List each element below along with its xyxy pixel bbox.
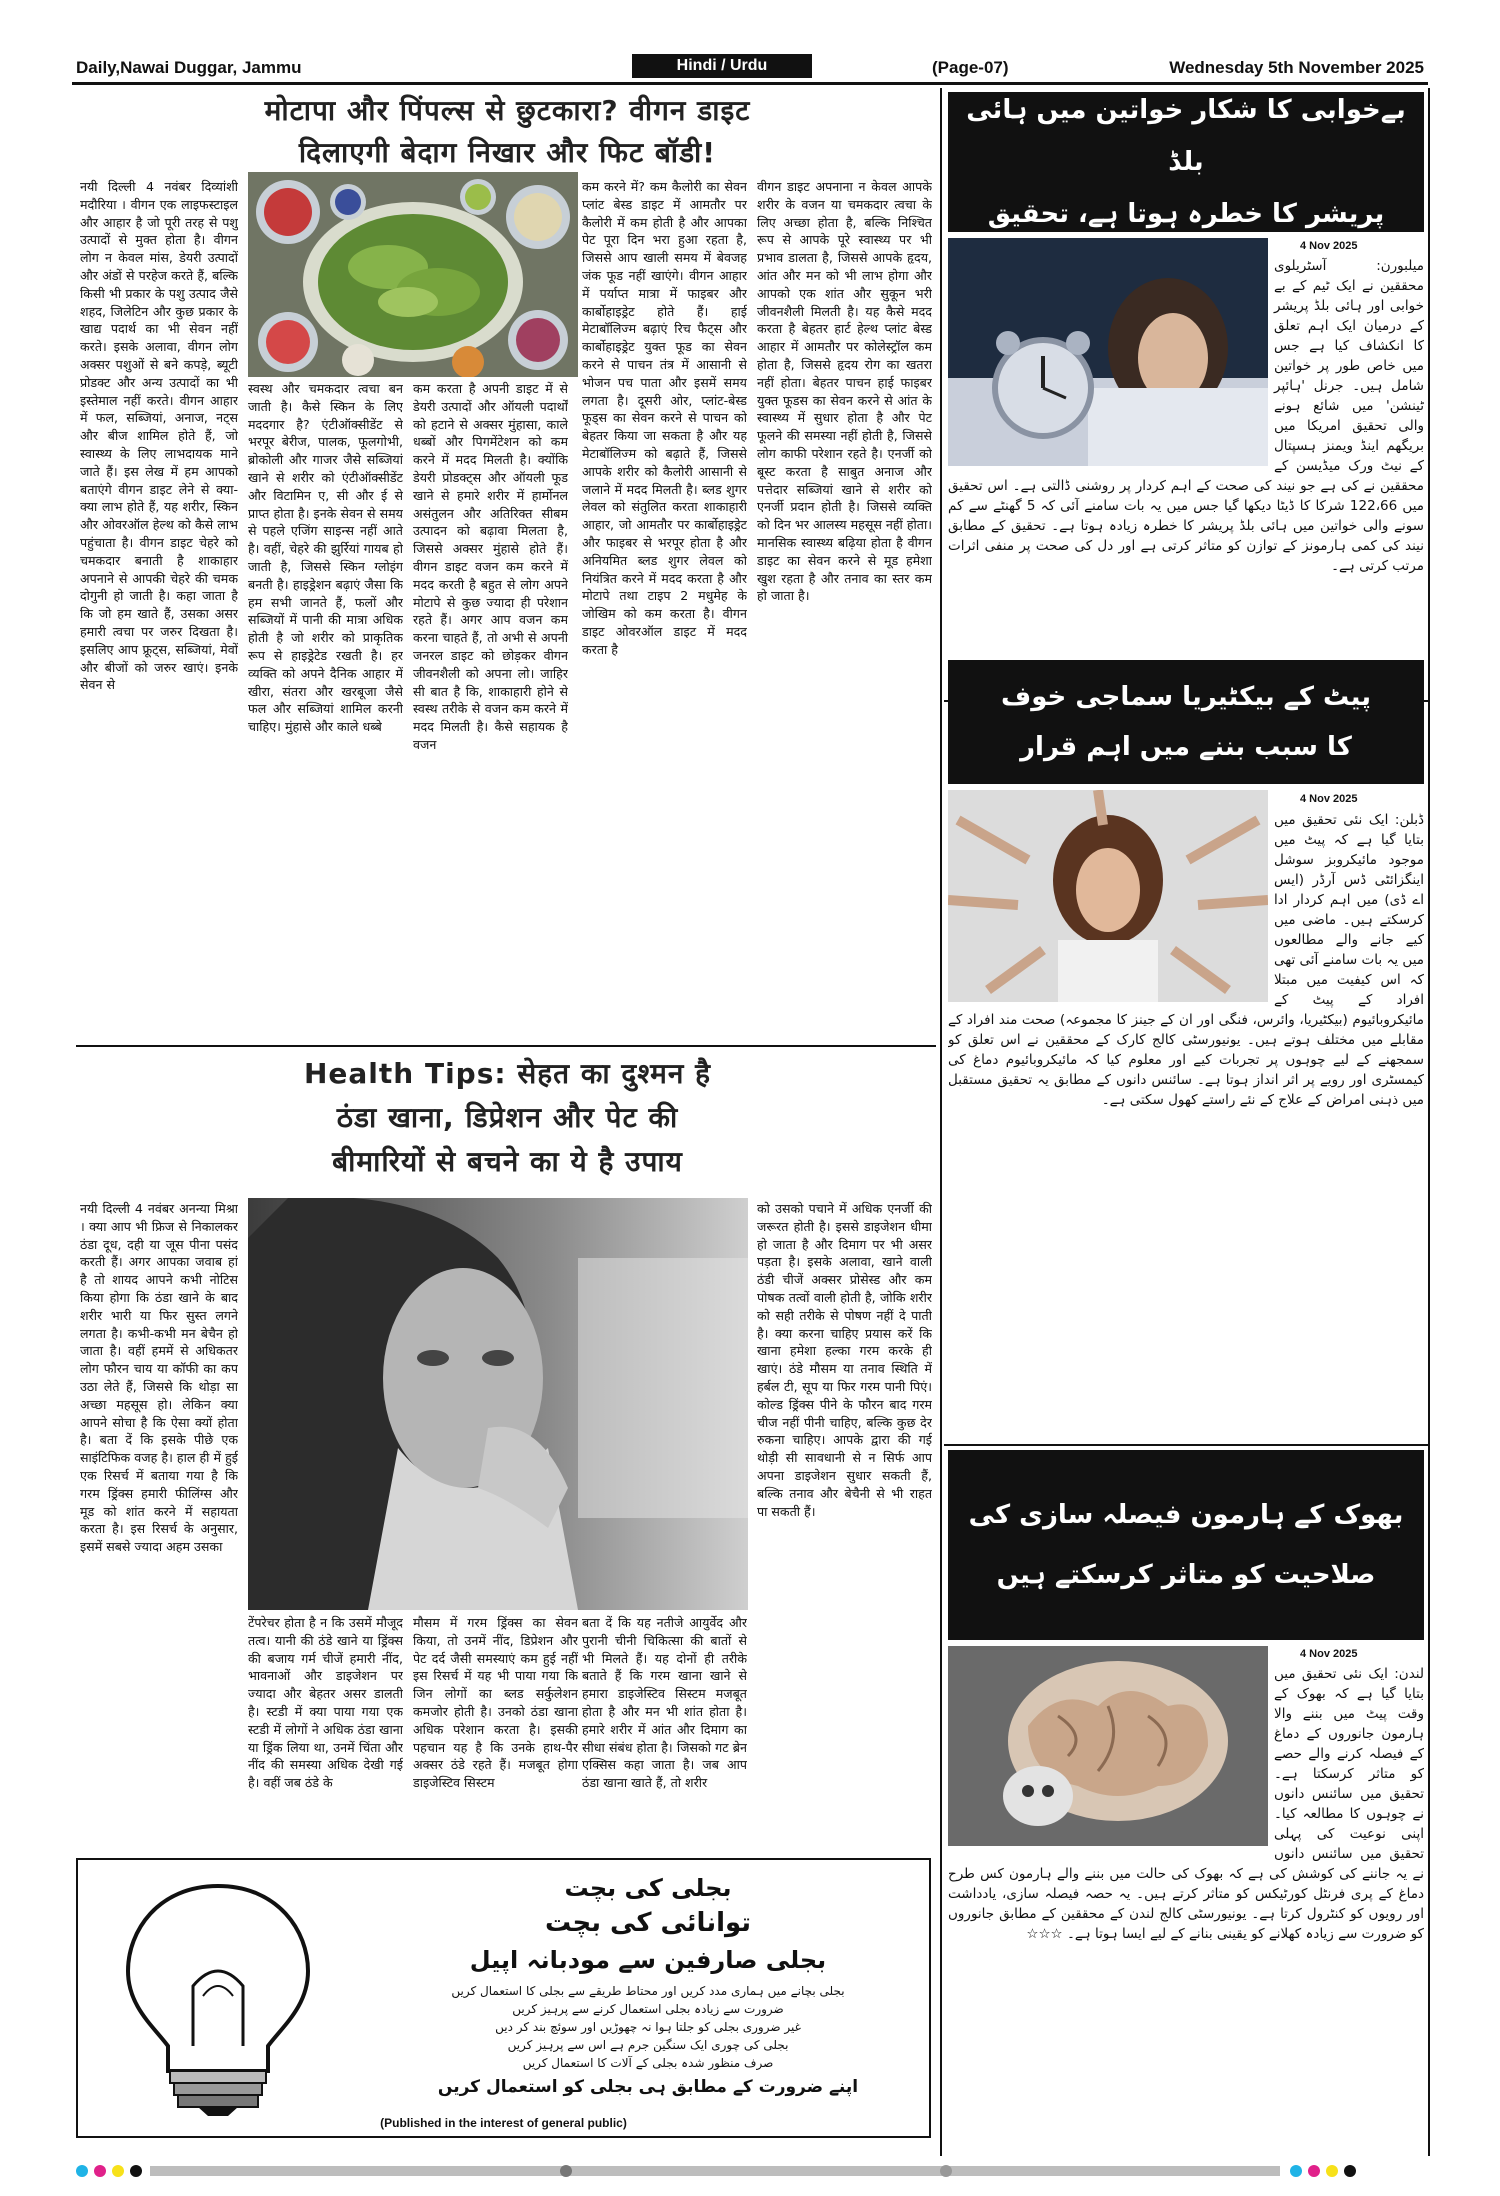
reg-dot-yellow-r — [1326, 2165, 1338, 2177]
registration-bar — [150, 2166, 1280, 2176]
ad-text6: اپنے ضرورت کے مطابق ہی بجلی کو استعمال کریں — [437, 2077, 859, 2097]
page-column-divider — [940, 88, 942, 2156]
ad-text1: بجلی بچانے میں ہماری مدد کریں اور محتاط طریقے سے بجلی کا استعمال کریں — [451, 1984, 845, 1998]
article2-headline-line2: ठंडा खाना, डिप्रेशन और पेट की — [336, 1101, 679, 1134]
ad-heading1: بجلی کی بچت — [564, 1874, 732, 1902]
ad-heading2: توانائی کی بچت — [544, 1908, 752, 1938]
urdu2-bottom-rule — [944, 1444, 1428, 1446]
article1-headline-line2: दिलाएगी बेदाग निखार और फिट बॉडी! — [298, 136, 717, 169]
reg-dot-black — [130, 2165, 142, 2177]
ad-text2: ضرورت سے زیادہ بجلی استعمال کرنے سے پرہیز کریں — [512, 2002, 784, 2016]
electricity-ad — [76, 1858, 931, 2138]
urdu1-headline-line1: بےخوابی کا شکار خواتین میں ہائی بلڈ — [966, 95, 1406, 177]
paper-name: Daily,Nawai Duggar, Jammu — [76, 58, 302, 77]
reg-dot-cyan-r — [1290, 2165, 1302, 2177]
urdu1-date: 4 Nov 2025 — [1300, 240, 1358, 252]
urdu2-text: ڈبلن: ایک نئی تحقیق میں بتایا گیا ہے کہ پیٹ میں موجود مائیکروبز سوشل اینگزائٹی ڈس آرڈر (ایس اے ڈی) میں اہم کردار ادا کرسکتے ہیں۔ ماضی میں کیے جانے والے مطالعوں میں یہ بات سامنے آئی تھی کہ اس کیفیت میں مبتلا افراد کے پیٹ کے مائیکروبائیوم (بیکٹیریا، وائرس، فنگی اور ان کے جینز کا مجموعہ) صحت مند افراد کے مقابلے میں مختلف ہوتے ہیں۔ یونیورسٹی کالج کارک کے محققین نے اس تعلق کو سمجھنے کے لیے چوہوں پر تجربات کیے اور معلوم کیا کہ مائیکروبائیوم دماغ کی کیمسٹری اور رویے پر اثر انداز ہوتا ہے۔ سائنس دانوں کے مطابق یہ تحقیق مستقبل میں ذہنی امراض کے علاج کے نئے راستے کھول سکتی ہے۔ — [948, 812, 1424, 1108]
urdu3-photo-spacer — [948, 1664, 1274, 1850]
article2-col2: टेंपरेचर होता है न कि उसमें मौजूद तत्व। यानी की ठंडे खाने या ड्रिंक्स की बजाय गर्म चीजें हमारी नींद, भावनाओं और डाइजेशन पर ज्यादा और बेहतर असर डालती है। स्टडी में क्या पाया गया एक स्टडी में लोगों ने अधिक ठंडा खाना या ड्रिंक लिया था, उनमें चिंता और नींद की समस्या अधिक देखी गई है। वहीं जब ठंडे के — [248, 1615, 403, 1791]
urdu2-date: 4 Nov 2025 — [1300, 793, 1358, 805]
urdu3-banner — [948, 1450, 1424, 1640]
article1-headline-line1: मोटापा और पिंपल्स से छुटकारा? वीगन डाइट — [264, 94, 751, 127]
reg-dot-magenta — [94, 2165, 106, 2177]
reg-dot-cyan — [76, 2165, 88, 2177]
urdu3-date: 4 Nov 2025 — [1300, 1648, 1358, 1660]
article2-col1: नयी दिल्ली 4 नवंबर अनन्या मिश्रा । क्या आप भी फ्रिज से निकालकर ठंडा दूध, दही या जूस पीना पसंद करती हैं। अगर आपका जवाब हां है तो शायद आपने कभी नोटिस किया होगा कि ठंडा खाने के बाद शरीर भारी या फिर सुस्त लगने लगता है। कभी-कभी मन बेचैन हो जाता है। वहीं हममें से अधिकतर लोग फौरन चाय या कॉफी का कप उठा लेते हैं, जिससे कि थोड़ा सा अच्छा महसूस हो। लेकिन क्या आपने सोचा है कि ऐसा क्यों होता है। बता दें कि इसके पीछे एक साइंटिफिक वजह है। हाल ही में हुई एक रिसर्च में बताया गया है कि गरम ड्रिंक्स हमारी फीलिंग्स और मूड को शांत करने में सहायता करता है। इस रिसर्च के अनुसार, इसमें सबसे ज्यादा अहम उसका — [80, 1201, 238, 1555]
article1-col4: कम करने में? कम कैलोरी का सेवन प्लांट बेस्ड डाइट में आमतौर पर कैलोरी में कम होती है और आपका पेट पूरा दिन भरा हुआ रहता है, जिससे आप खाली समय में बेवजह जंक फूड नहीं खाएंगे। वीगन आहार में पर्याप्त मात्रा में फाइबर और कार्बोहाइड्रेट होते हैं। हाई मेटाबॉलिज्म बढ़ाएं रिच फैट्स और कार्बोहाइड्रेट युक्त फूड का सेवन करने से पाचन तंत्र में आसानी से भोजन पच पाता और इसमें समय लगता है। दूसरी ओर, प्लांट-बेस्ड फूड्स का सेवन करने से पाचन को बेहतर किया जा सकता है और यह मेटाबॉलिज्म को बढ़ाते हैं, जिससे आपके शरीर को कैलोरी आसानी से जलाने में मदद मिलती है। ब्लड शुगर लेवल को संतुलित करता शाकाहारी आहार, जो आमतौर पर कार्बोहाइड्रेट और फाइबर से भरपूर होता है और अनियमित ब्लड शुगर लेवल को नियंत्रित करने में मदद करता है और मोटापे तथा टाइप 2 मधुमेह के जोखिम को कम करता है। वीगन डाइट ओवरऑल डाइट में मदद करता है — [582, 179, 747, 657]
article1-col5: वीगन डाइट अपनाना न केवल आपके शरीर के वजन या चमकदार त्वचा के लिए अच्छा होता है, बल्कि निश्चित रूप से आपके पूरे स्वास्थ्य पर भी प्रभाव डालता है, जिससे आपके हृदय, आंत और मन को भी लाभ होगा और आपको एक शांत और सुकून भरी जीवनशैली मिलती है। यह कैसे मदद करता है बेहतर हार्ट हेल्थ प्लांट बेस्ड आहार में आमतौर पर कोलेस्ट्रॉल कम होता है, जिससे हृदय रोग का खतरा नहीं होता। बेहतर पाचन हाई फाइबर युक्त फूडस का सेवन करने से आंत के स्वास्थ्य में सुधार होता है और पेट फूलने की समस्या नहीं होती है, जिससे लोग काफी परेशान रहते है। एनर्जी को बूस्ट करता है साबुत अनाज और पत्तेदार सब्जियां खाने से शरीर को एनर्जी प्रदान होती है। जिससे व्यक्ति को दिन भर आलस्य महसूस नहीं होता। मानसिक स्वास्थ्य बढ़िया होता है वीगन डाइट का सेवन करने से मूड हमेशा खुश रहता है और तनाव का स्तर कम हो जाता है। — [757, 179, 932, 604]
article2-col4: बता दें कि यह नतीजे आयुर्वेद और पुरानी चीनी चिकित्सा की बातों से भी मिलते हैं। यह दोनों ही तरीके बताते हैं कि गरम खाना खाने से हमारा डाइजेस्टिव सिस्टम मजबूत होता है और मन भी शांत होता है। हमारे शरीर में आंत और दिमाग का सीधा संबंध होता है। जिसको गट ब्रेन एक्सिस कहा जाता है। जब आप ठंडा खाना खाते हैं, तो शरीर — [582, 1615, 747, 1791]
section-label: Hindi / Urdu — [632, 54, 812, 78]
article2-headline — [80, 1052, 935, 1184]
sad-woman-image-icon — [248, 1198, 748, 1610]
article1-col3: कम करता है अपनी डाइट में से डेयरी उत्पादों और ऑयली पदार्थों को हटाने से अक्सर मुंहासा, काले धब्बों और पिगमेंटेशन को कम करने में मदद मिलती है। क्योंकि डेयरी प्रोडक्ट्स और ऑयली फूड खाने से हमारे शरीर में हार्मोनल असंतुलन और अतिरिक्त सीबम उत्पादन को बढ़ावा मिलता है, जिससे अक्सर मुंहासे होते हैं। वीगन डाइट वजन कम करने में मदद करती है बहुत से लोग अपने मोटापे से कुछ ज्यादा ही परेशान रहते हैं। अगर आप वजन कम करना चाहते हैं, तो अभी से अपनी जनरल डाइट को छोड़कर वीगन जीवनशैली को अपना लो। जाहिर सी बात है कि, शाकाहारी होने से स्वस्थ तरीके से वजन कम करने में मदद मिलती है। कैसे सहायक है वजन — [413, 381, 568, 752]
ad-text4: بجلی کی چوری ایک سنگین جرم ہے اس سے پرہیز کریں — [507, 2038, 789, 2052]
reg-dot-gray2 — [940, 2165, 952, 2177]
urdu3-headline-line1: بھوک کے ہارمون فیصلہ سازی کی — [968, 1500, 1404, 1530]
urdu2-headline-line1: پیٹ کے بیکٹیریا سماجی خوف — [1001, 682, 1371, 712]
urdu3-headline-line2: صلاحیت کو متاثر کرسکتے ہیں — [996, 1560, 1376, 1590]
article2-col5: को उसको पचाने में अधिक एनर्जी की जरूरत होती है। इससे डाइजेशन धीमा हो जाता है और दिमाग पर भी असर पड़ता है। इसके अलावा, खाने वाली ठंडी चीजें अक्सर प्रोसेस्ड और कम पोषक तत्वों वाली होती है, जोकि शरीर को सही तरीके से पोषण नहीं दे पाती है। क्या करना चाहिए प्रयास करें कि खाना हमेशा हल्का गरम करके ही खाएं। ठंडे मौसम या तनाव स्थिति में हर्बल टी, सूप या फिर गरम पानी पिएं। कोल्ड ड्रिंक्स पीने के फौरन बाद गरम चीज नहीं पीनी चाहिए, बल्कि कुछ देर रुकना चाहिए। आपके द्वारा की गई थोड़ी सी सावधानी से न सिर्फ आप अपना डाइजेशन सुधार सकती हैं, बल्कि तनाव और बेचैनी से भी राहत पा सकती हैं। — [757, 1201, 932, 1519]
urdu1-text: میلبورن: آسٹریلوی محققین نے ایک ٹیم کے بے خوابی اور ہائی بلڈ پریشر کے درمیان ایک اہم تعلق کا انکشاف کیا ہے جس میں خاص طور پر خواتین شامل ہیں۔ جرنل 'ہائپر ٹینشن' میں شائع ہونے والی تحقیق امریکا میں بریگھم اینڈ ویمنز ہسپتال کے نیٹ ورک میڈیسن کے محققین نے کی ہے جو نیند کی صحت کے اہم کردار پر روشنی ڈالتی ہے۔ اس تحقیق میں 122،66 شرکا کا ڈیٹا دیکھا گیا جس میں یہ بات سامنے آئی کہ 5 گھنٹے سے کم سونے والی خواتین میں ہائی بلڈ پریشر کا خطرہ زیادہ ہوتا ہے۔ تحقیق کے مطابق نیند کی کمی ہارمونز کے توازن کو متاثر کرتی ہے اور دل کی صحت پر منفی اثرات مرتب کرتی ہے۔ — [948, 258, 1424, 574]
ad-heading3: بجلی صارفین سے مودبانہ اپیل — [469, 1946, 827, 1974]
urdu2-banner — [948, 660, 1424, 784]
ad-footer: (Published in the interest of general public) — [380, 2116, 627, 2130]
page-number: (Page-07) — [932, 58, 1009, 77]
issue-date: Wednesday 5th November 2025 — [1169, 58, 1424, 77]
lightbulb-icon — [108, 1876, 328, 2116]
urdu1-banner — [948, 92, 1424, 232]
reg-dot-yellow — [112, 2165, 124, 2177]
right-column-border — [1428, 88, 1430, 2156]
urdu1-photo-spacer — [948, 256, 1274, 470]
article1-col1: नयी दिल्ली 4 नवंबर दिव्यांशी मदौरिया । वीगन एक लाइफस्टाइल और आहार है जो पूरी तरह से पशु उत्पादों से मुक्त होता है। वीगन लोग न केवल मांस, डेयरी उत्पादों और अंडों से परहेज करते हैं, बल्कि किसी भी प्रकार के पशु उत्पाद जैसे शहद, जिलेटिन और कुछ प्रकार के खाद्य पदार्थ का भी सेवन नहीं करते। इसके अलावा, वीगन लोग अक्सर पशुओं से बने कपड़े, ब्यूटी प्रोडक्ट और अन्य उत्पादों का भी इस्तेमाल नहीं करते। वीगन आहार में फल, सब्जियां, अनाज, नट्स और बीज शामिल होते हैं, जो स्वास्थ्य के लिए लाभदायक माने जाते हैं। इस लेख में हम आपको बताएंगे वीगन डाइट लेने से क्या-क्या लाभ होते हैं, यह शरीर, स्किन और ओवरऑल हेल्थ को कैसे लाभ पहुंचाता है। वीगन डाइट चेहरे को चमकदार बनाती है शाकाहार अपनाने से आपकी चेहरे की चमक दोगुनी हो जाती है। कहा जाता है कि जो हम खाते हैं, उसका असर हमारी त्वचा पर जरुर दिखता है। इसलिए आप फ्रूट्स, सब्जियां, मेवों और बीजों को जरुर खाएं। इनके सेवन से — [80, 179, 238, 693]
urdu2-headline-line2: کا سبب بننے میں اہم قرار — [1020, 732, 1352, 762]
salad-image-icon — [248, 172, 578, 377]
article2-col3: मौसम में गरम ड्रिंक्स का सेवन किया, तो उनमें नींद, डिप्रेशन और पेट दर्द जैसी समस्याएं कम हुई नहीं इस रिसर्च में यह भी पाया गया कि जिन लोगों का ब्लड सर्कुलेशन कमजोर होती है। उनको ठंडा खाना अधिक परेशान करता है। इसकी पहचान यह है कि उनके हाथ-पैर अक्सर ठंडे रहते हैं। मजबूत होगा डाइजेस्टिव सिस्टम — [413, 1615, 578, 1791]
salad-photo — [248, 172, 578, 377]
article2-headline-line3: बीमारियों से बचने का ये है उपाय — [332, 1145, 683, 1178]
urdu1-headline-line2: پریشر کا خطرہ ہوتا ہے، تحقیق — [987, 199, 1385, 229]
ad-text3: غیر ضروری بجلی کو جلتا ہوا نہ چھوڑیں اور سوئچ بند کر دیں — [495, 2020, 801, 2034]
article1-col2: स्वस्थ और चमकदार त्वचा बन जाती है। कैसे स्किन के लिए मददगार है? एंटीऑक्सीडेंट से भरपूर बेरीज, पालक, फूलगोभी, ब्रोकोली और गाजर जैसे सब्जियां खाने से शरीर को एंटीऑक्सीडेंट और विटामिन ए, सी और ई से प्राप्त होता है। इनके सेवन से समय से पहले एजिंग साइन्स नहीं आते है। वहीं, चेहरे की झुर्रियां गायब हो जाती है, जिससे स्किन ग्लोइंग बनती है। हाइड्रेशन बढ़ाएं जैसा कि हम सभी जानते हैं, फलों और सब्जियों में पानी की मात्रा अधिक होती है जो शरीर को प्राकृतिक रूप से हाइड्रेटेड रखती है। हर व्यक्ति को अपने दैनिक आहार में खीरा, संतरा और खरबूजा जैसे फल और सब्जियां शामिल करनी चाहिए। मुंहासे और काले धब्बे — [248, 381, 403, 735]
article2-headline-line1: Health Tips: सेहत का दुश्मन है — [303, 1057, 711, 1090]
ad-text5: صرف منظور شدہ بجلی کے آلات کا استعمال کریں — [522, 2056, 774, 2070]
reg-dot-gray — [560, 2165, 572, 2177]
article1-bottom-rule — [76, 1045, 936, 1047]
reg-dot-magenta-r — [1308, 2165, 1320, 2177]
urdu3-text: لندن: ایک نئی تحقیق میں بتایا گیا ہے کہ بھوک کے وقت پیٹ میں بننے والا ہارمون جانوروں کے دماغ کے فیصلہ کرنے والے حصے کو متاثر کرسکتا ہے۔ تحقیق میں سائنس دانوں نے چوہوں کا مطالعہ کیا۔ اپنی نوعیت کی پہلی تحقیق میں سائنس دانوں نے یہ جاننے کی کوشش کی ہے کہ بھوک کی حالت میں بننے والے ہارمون کس طرح دماغ کے پری فرنٹل کورٹیکس کو متاثر کرتے ہیں۔ یہ حصہ فیصلہ سازی، یادداشت اور رویوں کو کنٹرول کرتا ہے۔ یونیورسٹی کالج لندن کے محققین کے مطابق جانوروں کو ضرورت سے زیادہ کھلانے کو یقینی بنانے کے لیے ایسا ہوتا ہے۔ ☆☆☆ — [948, 1666, 1424, 1942]
urdu2-photo-spacer — [948, 810, 1274, 1008]
masthead — [72, 52, 1428, 84]
article1-headline — [80, 90, 935, 174]
reg-dot-black-r — [1344, 2165, 1356, 2177]
woman-photo — [248, 1198, 748, 1610]
